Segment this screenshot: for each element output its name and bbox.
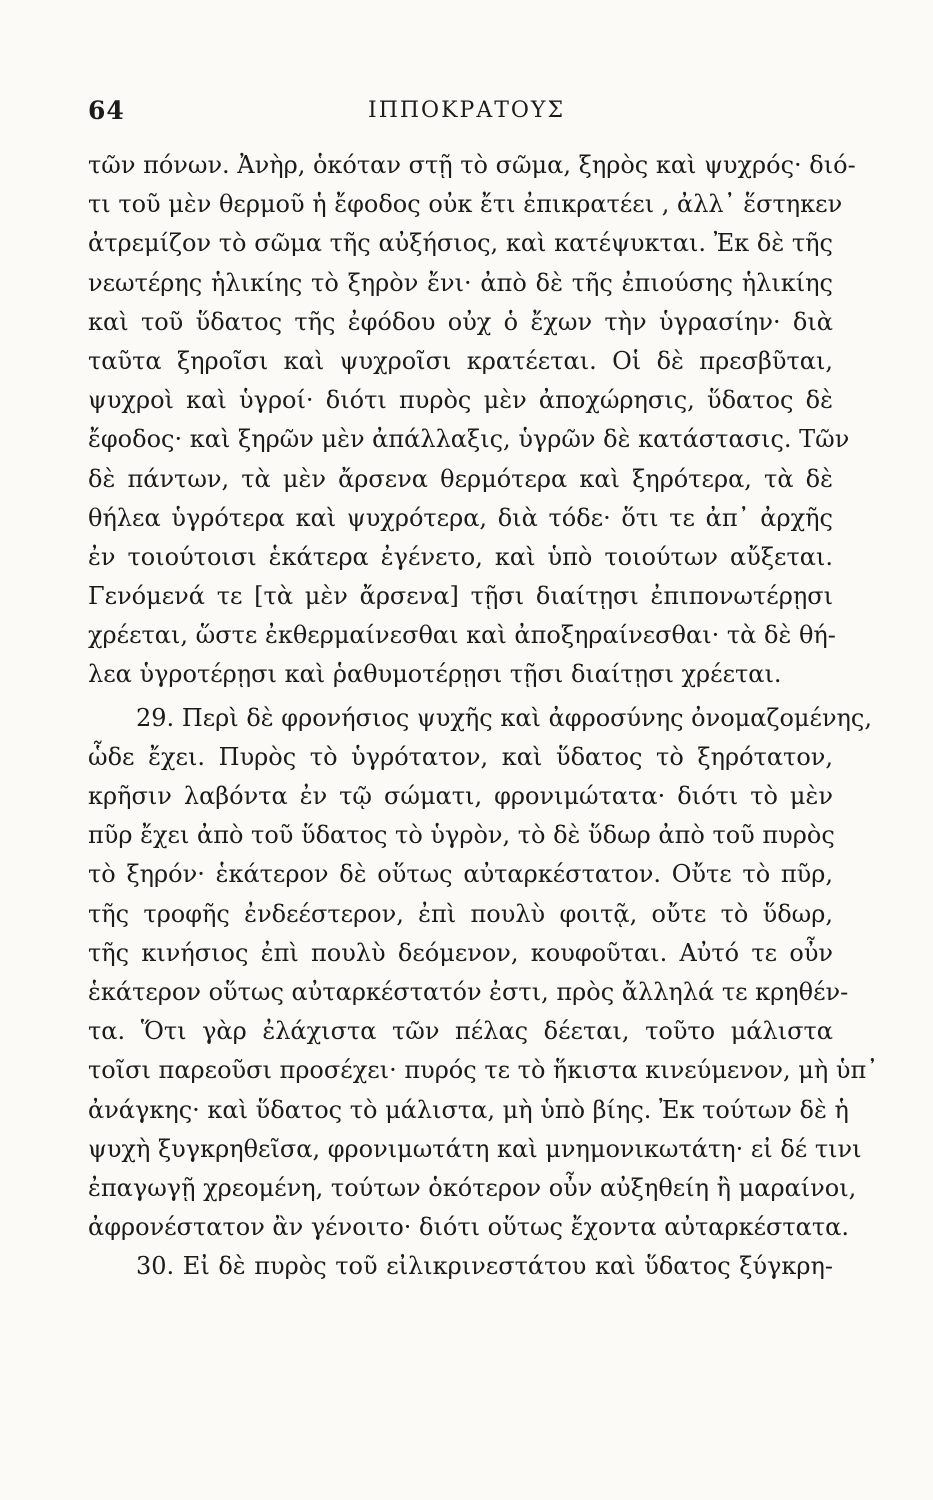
text-line: χρέεται, ὥστε ἐκθερμαίνεσθαι καὶ ἀποξηραίνεσθαι· τὰ δὲ θή- [88,621,836,650]
text-line: νεωτέρης ἡλικίης τὸ ξηρὸν ἔνι· ἀπὸ δὲ τῆς ἐπιούσης ἡλικίης [88,268,833,297]
text-line: ἀνάγκης· καὶ ὕδατος τὸ μάλιστα, μὴ ὑπὸ βίης. Ἐκ τούτων δὲ ἡ [88,1095,849,1124]
paragraph [88,146,856,695]
text-line: κρῆσιν λαβόντα ἐν τῷ σώματι, φρονιμώτατα· διότι τὸ μὲν [88,782,833,810]
text-line: ἐν τοιούτοισι ἑκάτερα ἐγένετο, καὶ ὑπὸ τοιούτων αὔξεται. [88,542,833,571]
text-line: τοῖσι παρεοῦσι προσέχει· πυρός τε τὸ ἥκιστα κινεύμενον, μὴ ὑπ᾽ [88,1056,879,1085]
running-title: ΙΠΠΟΚΡΑΤΟΥΣ [368,98,566,123]
text-line: πῦρ ἔχει ἀπὸ τοῦ ὕδατος τὸ ὑγρὸν, τὸ δὲ ὕδωρ ἀπὸ τοῦ πυρὸς [88,821,835,850]
text-line: τῆς τροφῆς ἐνδεέστερον, ἐπὶ πουλὺ φοιτᾷ, οὔτε τὸ ὕδωρ, [88,899,833,928]
section-number: 29. [136,703,175,732]
text-line: τῶν πόνων. Ἀνὴρ, ὁκόταν στῇ τὸ σῶμα, ξηρὸς καὶ ψυχρός· διό- [88,151,856,179]
text-line: ψυχροὶ καὶ ὑγροί· διότι πυρὸς μὲν ἀποχώρησις, ὕδατος δὲ [88,386,833,415]
text-line: τα. Ὅτι γὰρ ἐλάχιστα τῶν πέλας δέεται, τοῦτο μάλιστα [88,1017,833,1046]
text-line: ἀφρονέστατον ἂν γένοιτο· διότι οὕτως ἔχοντα αὐταρκέστατα. [88,1213,850,1242]
text-line: ὧδε ἔχει. Πυρὸς τὸ ὑγρότατον, καὶ ὕδατος τὸ ξηρότατον, [88,742,833,771]
text-line-first [88,1247,833,1286]
section-number: 30. [136,1252,175,1281]
text-line: ταῦτα ξηροῖσι καὶ ψυχροῖσι κρατέεται. Οἱ δὲ πρεσβῦται, [88,346,833,375]
page-number: 64 [88,96,125,125]
text-line: ψυχὴ ξυγκρηθεῖσα, φρονιμωτάτη καὶ μνημονικωτάτη· εἰ δέ τινι [88,1134,862,1163]
text-line-content: Εἰ δὲ πυρὸς τοῦ εἰλικρινεστάτου καὶ ὕδατος ξύγκρη- [182,1252,833,1281]
text-line: δὲ πάντων, τὰ μὲν ἄρσενα θερμότερα καὶ ξηρότερα, τὰ δὲ [88,464,833,493]
text-line: τι τοῦ μὲν θερμοῦ ἡ ἔφοδος οὐκ ἔτι ἐπικρατέει , ἀλλ᾽ ἕστηκεν [88,190,843,219]
text-line: τῆς κινήσιος ἐπὶ πουλὺ δεόμενον, κουφοῦται. Αὐτό τε οὖν [88,938,833,967]
text-line-first [88,699,872,738]
paragraph-section-29 [88,699,879,1248]
text-line: ἑκάτερον οὕτως αὐταρκέστατόν ἐστι, πρὸς ἄλληλά τε κρηθέν- [88,977,849,1006]
paragraph-section-30 [88,1247,833,1286]
text-line: θήλεα ὑγρότερα καὶ ψυχρότερα, διὰ τόδε· ὅτι τε ἀπ᾽ ἀρχῆς [88,503,833,532]
text-line: τὸ ξηρόν· ἑκάτερον δὲ οὕτως αὐταρκέστατον. Οὔτε τὸ πῦρ, [88,860,833,889]
text-line: ἐπαγωγῇ χρεομένη, τούτων ὁκότερον οὖν αὐξηθείη ἢ μαραίνοι, [88,1173,857,1202]
text-line: Γενόμενά τε [τὰ μὲν ἄρσενα] τῇσι διαίτῃσι ἐπιπονωτέρῃσι [88,582,833,611]
text-line: λεα ὑγροτέρῃσι καὶ ῥαθυμοτέρῃσι τῇσι διαίτῃσι χρέεται. [88,660,782,689]
body-text [88,146,879,1286]
text-line: καὶ τοῦ ὕδατος τῆς ἐφόδου οὐχ ὁ ἔχων τὴν ὑγρασίην· διὰ [88,307,833,336]
text-line: ἔφοδος· καὶ ξηρῶν μὲν ἀπάλλαξις, ὑγρῶν δὲ κατάστασις. Τῶν [88,425,850,454]
text-line-content: Περὶ δὲ φρονήσιος ψυχῆς καὶ ἀφροσύνης ὀνομαζομένης, [181,703,872,732]
text-line: ἀτρεμίζον τὸ σῶμα τῆς αὐξήσιος, καὶ κατέψυκται. Ἐκ δὲ τῆς [88,229,833,258]
running-head [88,96,833,136]
